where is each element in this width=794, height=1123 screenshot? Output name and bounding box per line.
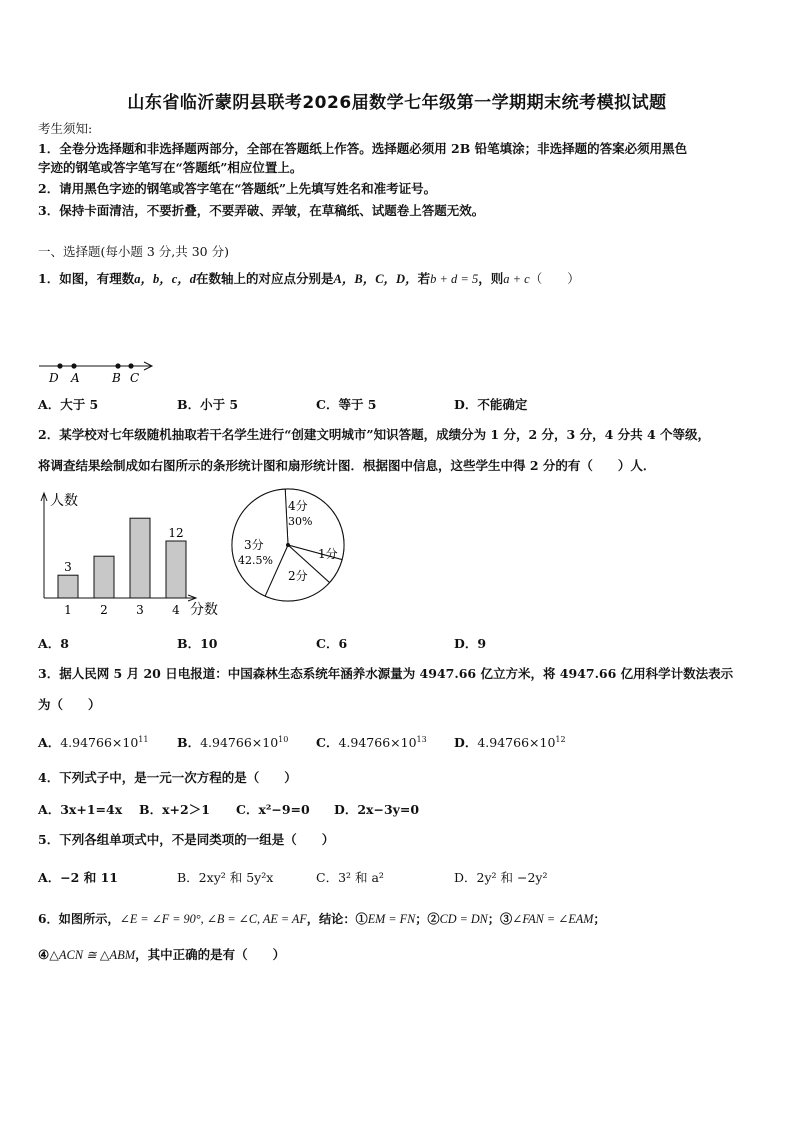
q3-option-c-label: C．	[316, 735, 339, 750]
question-6-line-2	[38, 946, 285, 964]
bar-3	[130, 518, 150, 598]
q2-option-a[interactable]: A．8	[38, 636, 69, 651]
q2-option-b[interactable]: B．10	[177, 636, 218, 651]
q3-option-d[interactable]	[454, 733, 566, 751]
bar-series	[58, 518, 186, 617]
bar-chart-ylabel: 人数	[50, 493, 78, 509]
x-tick-2: 2	[100, 603, 108, 617]
q6-mid: ，结论：①	[306, 912, 368, 926]
pie-chart	[226, 488, 352, 614]
pie-label-1: 1分	[318, 547, 338, 561]
bar-chart	[36, 488, 226, 620]
pie-pct-3: 42.5%	[238, 554, 273, 567]
q3-option-c-exp: 13	[416, 735, 427, 744]
bar-2	[94, 556, 114, 598]
question-1-stem	[38, 270, 580, 288]
question-3-line-2: 为（ ）	[38, 697, 101, 712]
q5-option-b[interactable]: B．2xy² 和 5y²x	[177, 870, 274, 885]
point-a	[71, 363, 76, 368]
notice-heading: 考生须知:	[38, 121, 93, 136]
q3-option-d-exp: 12	[555, 735, 566, 744]
q6-condition: ∠E = ∠F = 90°, ∠B = ∠C, AE = AF	[119, 912, 307, 926]
pie-label-3: 3分	[244, 538, 264, 552]
q6-line2-pre: ④	[38, 947, 50, 962]
q3-option-b-label: B．	[177, 735, 201, 750]
label-d: D	[49, 371, 59, 385]
q6-conclusion-2: CD = DN	[439, 912, 488, 926]
q2-option-d[interactable]: D．9	[454, 636, 487, 651]
label-c: C	[130, 371, 140, 385]
q3-option-a[interactable]	[38, 733, 148, 751]
question-5-stem: 5．下列各组单项式中，不是同类项的一组是（ ）	[38, 832, 335, 847]
q1-mid: 在数轴上的对应点分别是	[196, 271, 334, 286]
q6-sep-2: ；③	[487, 912, 513, 926]
q6-conclusion-3: ∠FAN = ∠EAM	[512, 912, 594, 926]
q5-option-c[interactable]: C．3² 和 a²	[316, 870, 384, 885]
pie-center	[286, 543, 290, 547]
notice-item-2: 2．请用黑色字迹的钢笔或答字笔在“答题纸”上先填写姓名和准考证号。	[38, 181, 437, 196]
q3-option-b-exp: 10	[278, 735, 289, 744]
q6-pre: 6．如图所示，	[38, 912, 120, 926]
q6-line2-post: ，其中正确的是有（ ）	[135, 947, 286, 962]
q3-option-d-base: 4.94766×10	[477, 735, 556, 750]
x-tick-1: 1	[64, 603, 72, 617]
notice-item-1: 1．全卷分选择题和非选择题两部分，全部在答题纸上作答。选择题必须用 2B 铅笔填涂；非选择题的答案必须用黑色	[38, 141, 688, 156]
question-6-line-1	[38, 910, 606, 928]
q3-option-a-label: A．	[38, 735, 61, 750]
q1-option-c[interactable]: C．等于 5	[316, 397, 377, 412]
q5-option-d[interactable]: D．2y² 和 −2y²	[454, 870, 548, 885]
label-a: A	[71, 371, 80, 385]
q1-pre: 1．如图，有理数	[38, 271, 135, 286]
q3-option-a-exp: 11	[138, 735, 149, 744]
q3-option-b[interactable]	[177, 733, 288, 751]
x-tick-4: 4	[172, 603, 180, 617]
q1-paren: （ ）	[529, 271, 580, 286]
q1-option-a[interactable]: A．大于 5	[38, 397, 99, 412]
pie-label-4: 4分	[288, 499, 308, 513]
x-tick-3: 3	[136, 603, 144, 617]
question-2-line-1: 2．某学校对七年级随机抽取若干名学生进行“创建文明城市”知识答题，成绩分为 1 分，2 分，3 分，4 分共 4 个等级，	[38, 427, 711, 442]
point-b	[115, 363, 120, 368]
q3-option-b-base: 4.94766×10	[200, 735, 279, 750]
question-3-line-1: 3．据人民网 5 月 20 日电报道：中国森林生态系统年涵养水源量为 4947.66 亿立方米，将 4947.66 亿用科学计数法表示	[38, 666, 734, 681]
bar-4	[166, 541, 186, 598]
q6-conclusion-4: △ACN ≅ △ABM	[49, 948, 136, 962]
question-4-stem: 4．下列式子中，是一元一次方程的是（ ）	[38, 770, 297, 785]
q4-option-b[interactable]: B．x+2＞1	[139, 802, 210, 817]
q5-option-a[interactable]: A．−2 和 11	[38, 870, 118, 885]
q6-conclusion-1: EM = FN	[367, 912, 416, 926]
label-b: B	[112, 371, 121, 385]
pie-label-2: 2分	[288, 569, 308, 583]
q1-option-d[interactable]: D．不能确定	[454, 397, 528, 412]
q3-option-c-base: 4.94766×10	[338, 735, 417, 750]
q1-option-b[interactable]: B．小于 5	[177, 397, 239, 412]
q4-option-a[interactable]: A．3x+1=4x	[38, 802, 123, 817]
q3-option-a-base: 4.94766×10	[60, 735, 139, 750]
q1-sep: ，则	[478, 271, 504, 286]
q2-option-c[interactable]: C．6	[316, 636, 348, 651]
point-d	[57, 363, 62, 368]
exam-title: 山东省临沂蒙阴县联考2026届数学七年级第一学期期末统考模拟试题	[127, 93, 667, 113]
point-c	[128, 363, 133, 368]
notice-item-1-cont: 字迹的钢笔或答字笔写在“答题纸”相应位置上。	[38, 160, 303, 175]
q1-vars: a，b，c，d	[134, 272, 197, 286]
data-label-1: 3	[64, 560, 72, 575]
section-heading: 一、选择题(每小题 3 分,共 30 分)	[38, 244, 229, 259]
q6-sep-1: ；②	[415, 912, 440, 926]
question-2-line-2: 将调查结果绘制成如右图所示的条形统计图和扇形统计图．根据图中信息，这些学生中得 2 分的有（ ）人．	[38, 458, 656, 473]
pie-pct-4: 30%	[288, 515, 313, 528]
q4-option-c[interactable]: C．x²−9=0	[236, 802, 310, 817]
q1-points: A，B，C，D，	[333, 272, 418, 286]
q1-condition: b + d = 5	[430, 272, 479, 286]
notice-item-3: 3．保持卡面清洁，不要折叠，不要弄破、弄皱，在草稿纸、试题卷上答题无效。	[38, 203, 485, 218]
number-line	[36, 355, 161, 387]
q6-sep-3: ；	[593, 912, 606, 926]
q4-option-d[interactable]: D．2x−3y=0	[334, 802, 420, 817]
bar-chart-xlabel: 分数	[190, 602, 218, 618]
data-label-4: 12	[168, 526, 184, 540]
q1-cond-pre: 若	[417, 271, 431, 286]
q3-option-d-label: D．	[454, 735, 478, 750]
q1-ask: a + c	[503, 272, 530, 286]
bar-1	[58, 575, 78, 598]
q3-option-c[interactable]	[316, 733, 427, 751]
